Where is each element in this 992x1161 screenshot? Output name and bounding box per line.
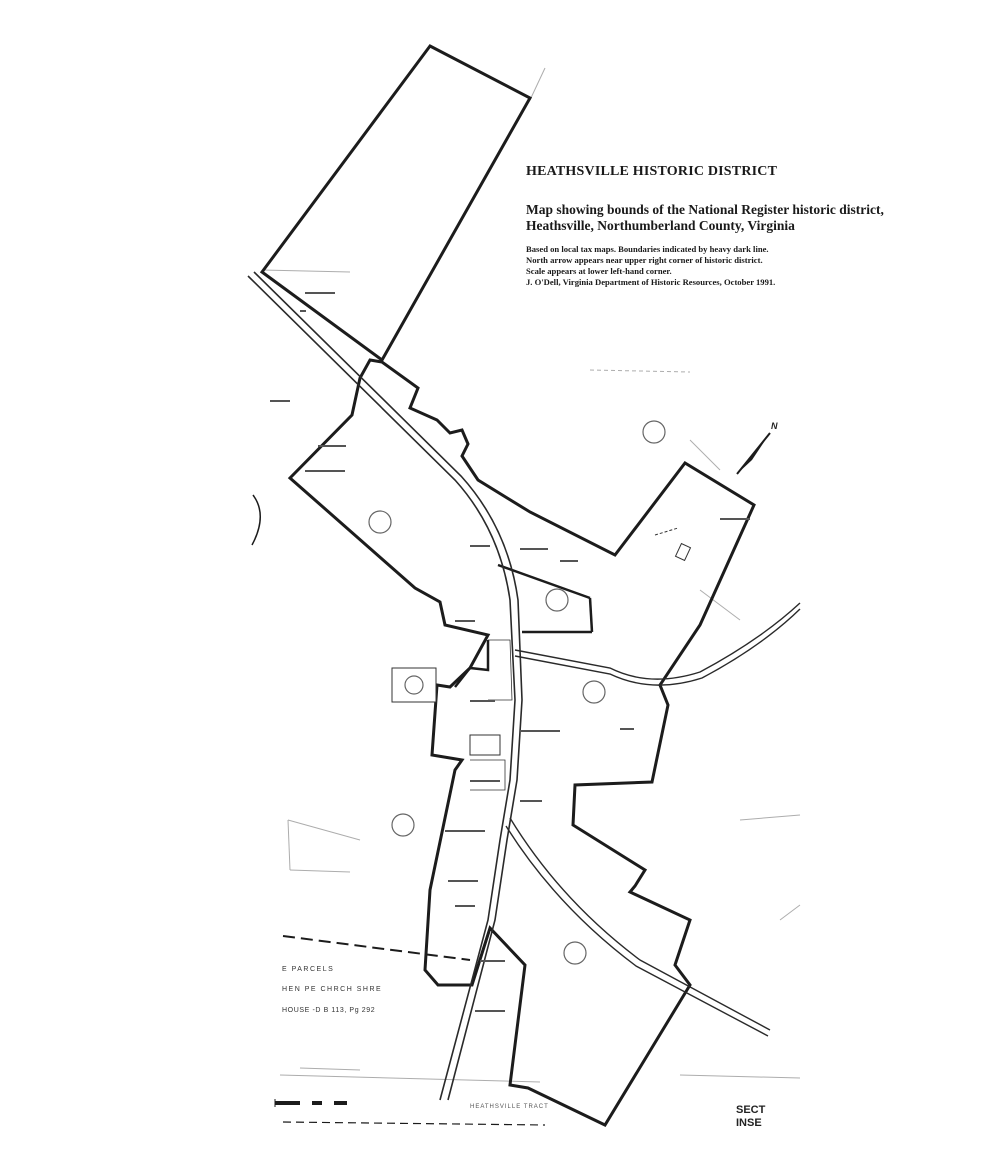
sub-parcel-lines <box>455 565 592 965</box>
north-arrow <box>737 433 770 474</box>
left-arc <box>252 495 260 545</box>
section-label <box>736 1104 765 1130</box>
section-label-line: INSE <box>736 1117 762 1129</box>
map-title-block <box>526 164 926 288</box>
map-note: Scale appears at lower left-hand corner. <box>526 266 672 276</box>
inset-label: HEN PE CHRCH SHRE <box>282 986 383 993</box>
map-title: HEATHSVILLE HISTORIC DISTRICT <box>526 164 778 179</box>
scale-bar <box>275 1099 347 1107</box>
road-label: HEATHSVILLE TRACT <box>470 1104 549 1110</box>
map-note: North arrow appears near upper right corner of historic district. <box>526 255 763 265</box>
east-road <box>515 603 800 679</box>
map-note: Based on local tax maps. Boundaries indicated by heavy dark line. <box>526 244 769 254</box>
structures <box>392 528 690 790</box>
north-tract-boundary <box>262 46 530 360</box>
map-note: J. O'Dell, Virginia Department of Historic Resources, October 1991. <box>526 277 776 287</box>
inset-label: E PARCELS <box>282 966 335 973</box>
southeast-road <box>510 818 770 1030</box>
map-subtitle: Map showing bounds of the National Register historic district, Heathsville, Northumberland County, Virginia <box>526 202 884 233</box>
north-label: N <box>771 421 778 431</box>
section-label-line: SECT <box>736 1104 766 1116</box>
dashed-parcel-lines <box>283 936 545 1125</box>
inset-label: HOUSE -D B 113, Pg 292 <box>282 1007 376 1014</box>
